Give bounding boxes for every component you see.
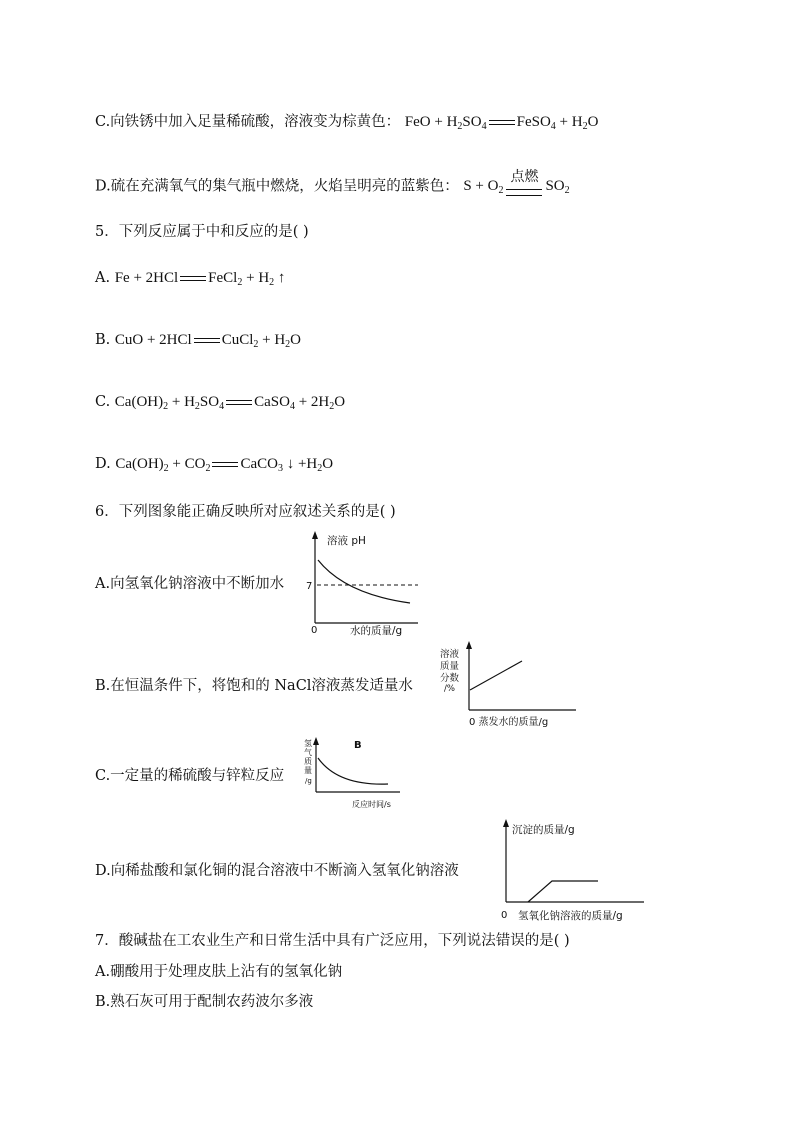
graph-c-curve	[318, 758, 388, 784]
svg-text:/%: /%	[444, 684, 455, 694]
graph-a-tick: 7	[306, 581, 313, 592]
graph-b-line	[470, 661, 522, 690]
svg-text:气: 气	[304, 748, 312, 757]
graph-b-xlabel: 0 蒸发水的质量/g	[469, 717, 549, 728]
graph-d-xlabel: 氢氧化钠溶液的质量/g	[518, 910, 623, 922]
svg-text:/g: /g	[305, 777, 312, 785]
svg-text:质: 质	[304, 757, 312, 766]
q5-option-d[interactable]: D. $Ca(OH)_2 + CO_2$ CaCO$_3$ ↓ $+H_2O$	[95, 456, 334, 474]
graph-b	[436, 640, 586, 732]
graph-c	[300, 734, 410, 814]
q6-option-a[interactable]: A.向氢氧化钠溶液中不断加水	[95, 576, 285, 592]
q6-option-c[interactable]: C.一定量的稀硫酸与锌粒反应	[95, 768, 285, 784]
option-c-text: C.向铁锈中加入足量稀硫酸，溶液变为棕黄色：	[95, 114, 401, 130]
option-d-equation: $S + O_2$ 点燃 $SO_2$	[463, 178, 569, 194]
graph-a-curve	[318, 560, 410, 603]
reaction-condition: 点燃	[503, 172, 545, 202]
q5-option-b[interactable]: B. CuO + 2HCl CuCl$_2$ + $H_2O$	[95, 332, 302, 350]
question-6-stem: 6．下列图象能正确反映所对应叙述关系的是( )	[95, 504, 396, 520]
question-5-stem: 5．下列反应属于中和反应的是( )	[95, 224, 309, 240]
graph-d-origin: 0	[501, 910, 508, 921]
graph-a-origin: 0	[311, 625, 318, 636]
graph-a	[300, 530, 430, 638]
q6-option-d[interactable]: D.向稀盐酸和氯化铜的混合溶液中不断滴入氢氧化钠溶液	[95, 863, 459, 879]
graph-a-ylabel: 溶液 pH	[327, 535, 366, 547]
graph-c-tag: B	[354, 740, 362, 751]
option-d-line	[95, 172, 570, 202]
graph-d	[496, 816, 656, 924]
svg-text:氢: 氢	[304, 739, 312, 748]
svg-text:溶液: 溶液	[440, 649, 460, 660]
q5-option-c[interactable]: C. $Ca(OH)_2 + H_2SO_4$ CaSO$_4$ + $2H_2O$	[95, 394, 346, 412]
question-7-stem: 7．酸碱盐在工农业生产和日常生活中具有广泛应用，下列说法错误的是( )	[95, 933, 570, 949]
svg-text:量: 量	[304, 766, 312, 775]
option-c-line	[95, 112, 598, 137]
graph-d-ylabel: 沉淀的质量/g	[512, 824, 575, 836]
equals-sign	[487, 116, 517, 130]
graph-d-line	[528, 881, 598, 902]
option-c-equation: FeO + $H_2SO_4$ FeSO$_4$ + $H_2O$	[404, 114, 599, 132]
svg-text:质量: 质量	[440, 661, 460, 672]
q6-option-b[interactable]: B.在恒温条件下，将饱和的 NaCl溶液蒸发适量水	[95, 678, 413, 694]
q7-option-b[interactable]: B.熟石灰可用于配制农药波尔多液	[95, 994, 314, 1010]
q5-option-a[interactable]: A. Fe + 2HCl FeCl$_2$ + $H_2$ ↑	[95, 270, 286, 288]
q7-option-a[interactable]: A.硼酸用于处理皮肤上沾有的氢氧化钠	[95, 964, 343, 980]
graph-a-xlabel: 水的质量/g	[350, 625, 403, 637]
option-d-text: D.硫在充满氧气的集气瓶中燃烧，火焰呈明亮的蓝紫色：	[95, 178, 459, 195]
svg-text:分数: 分数	[440, 673, 460, 684]
graph-c-xlabel: 反应时间/s	[352, 800, 391, 809]
